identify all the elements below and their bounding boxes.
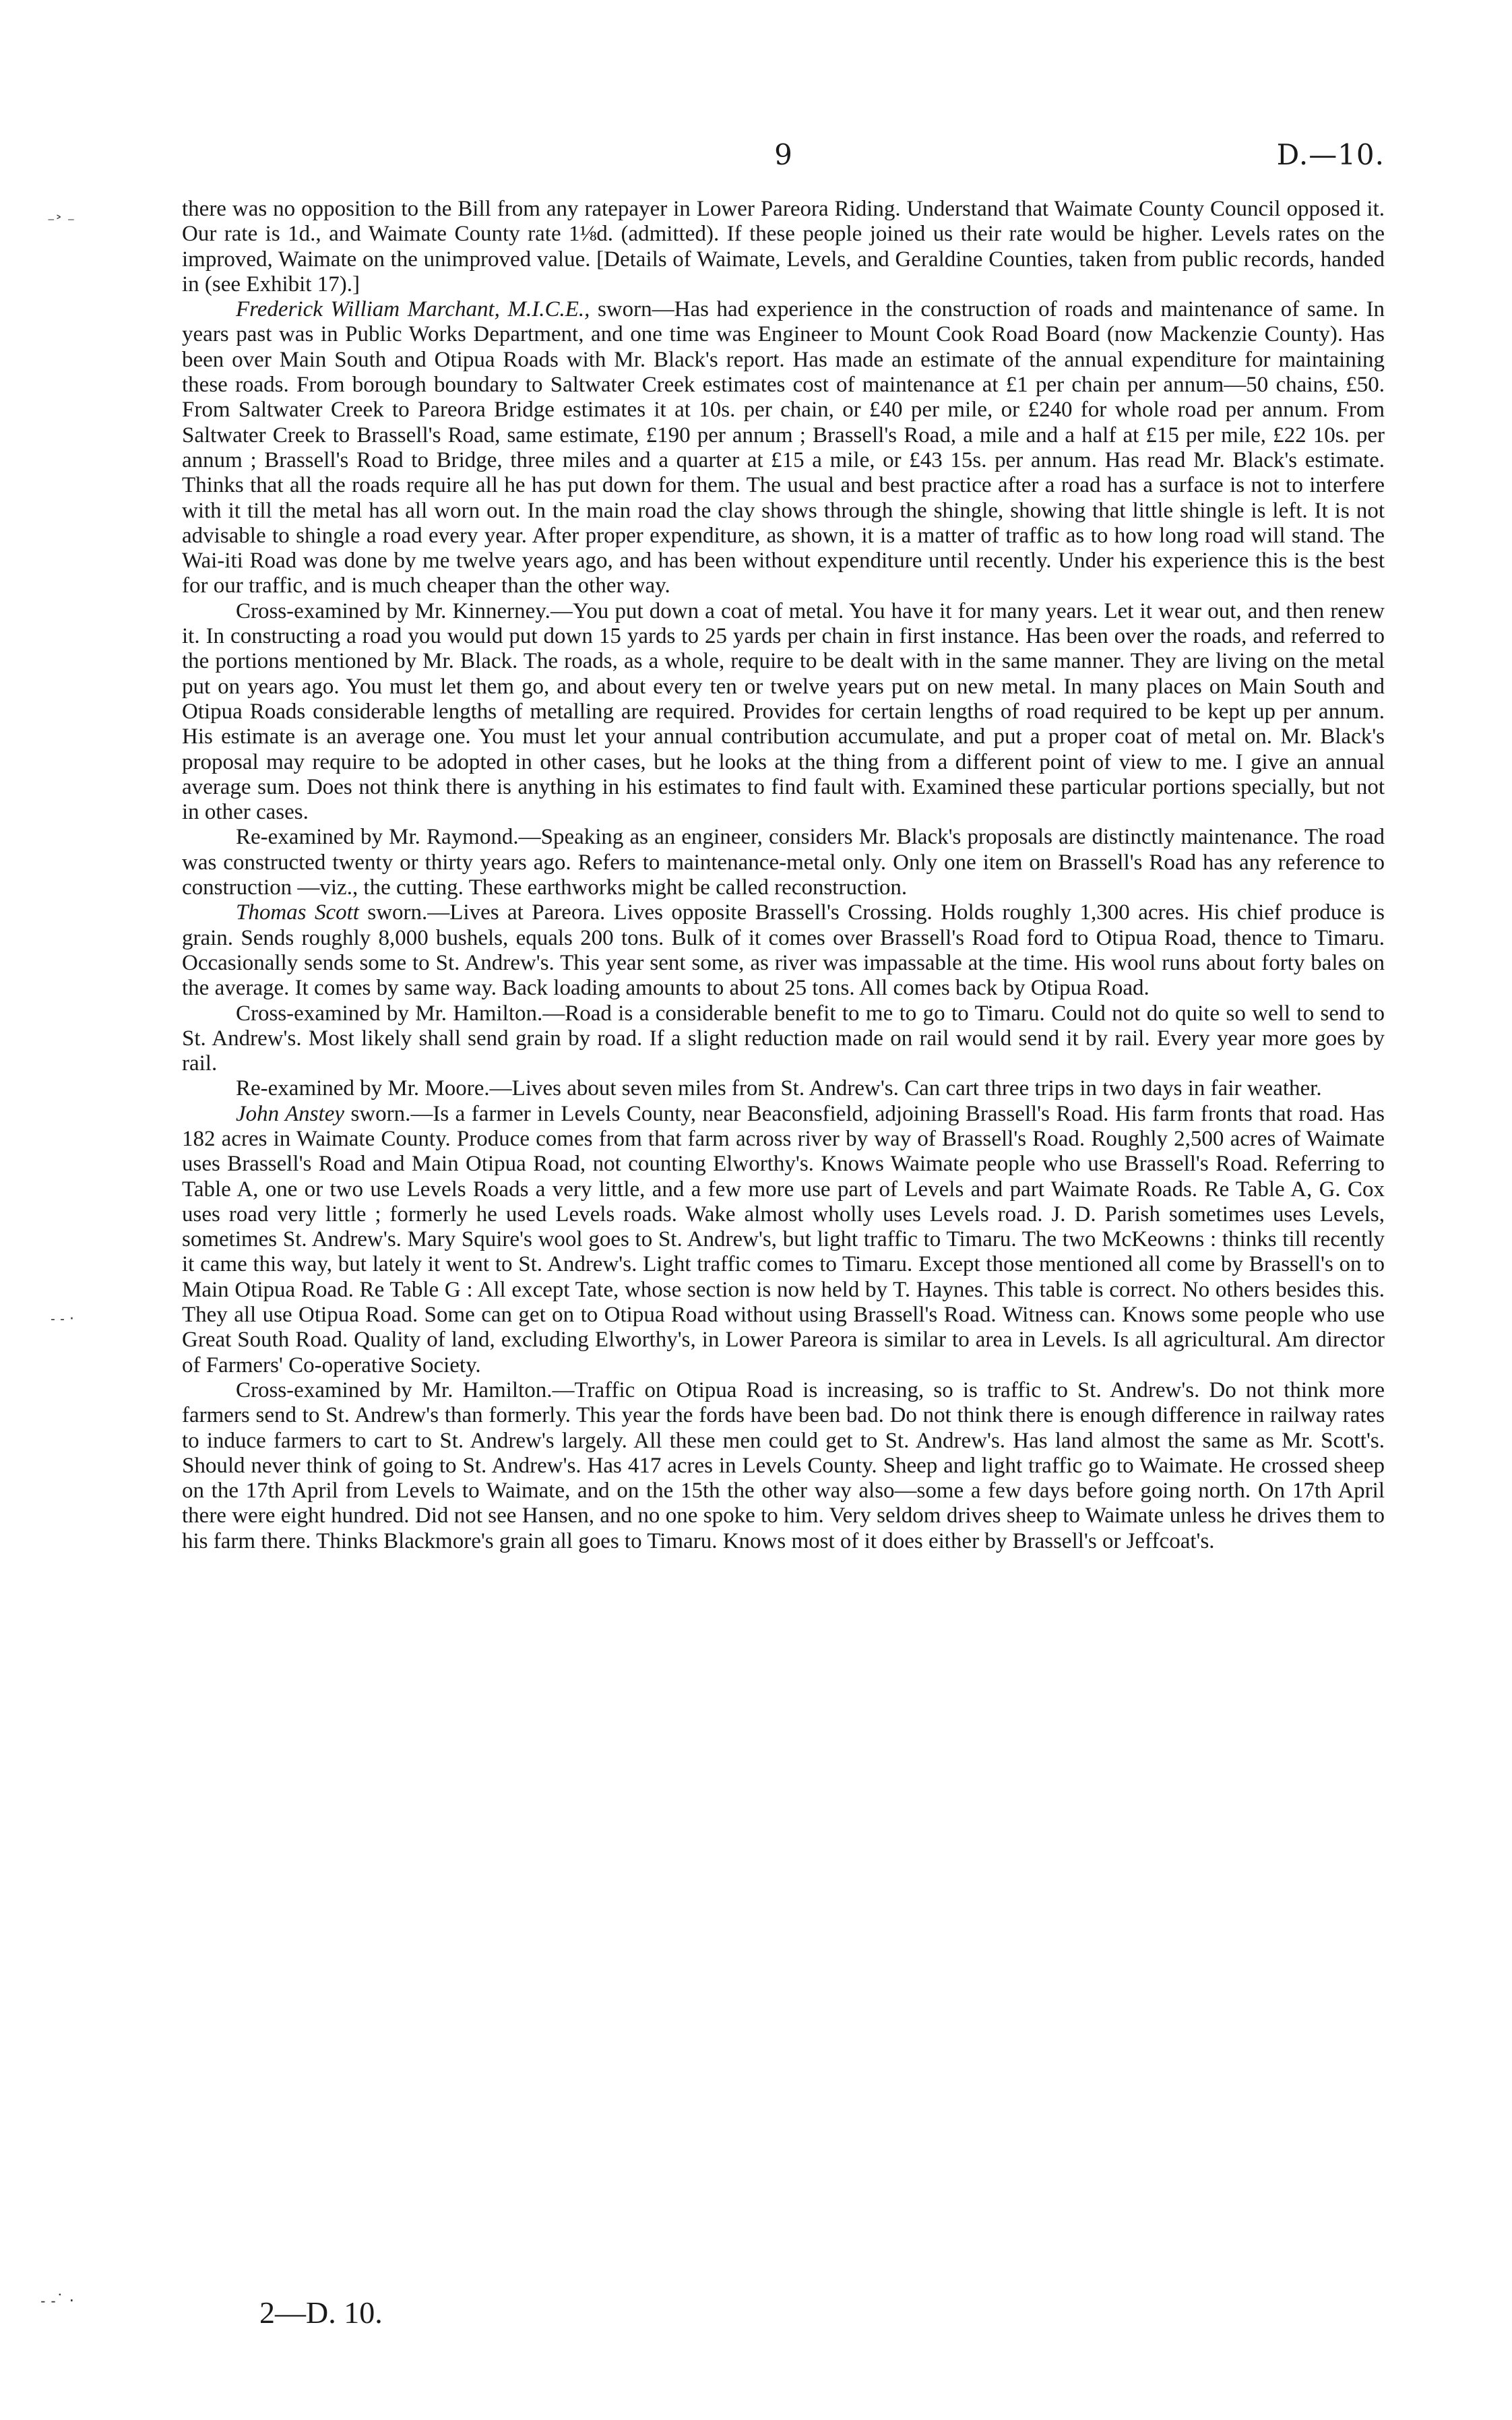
- paragraph: Cross-examined by Mr. Hamilton.—Traffic on Otipua Road is increasing, so is traffic to St. Andrew's. Do not think more farmers send to St. Andrew's than formerly. This year the fords have been bad. Do not think there is enough difference in railway rates to induce farmers to cart to St. Andrew's largely. All these men could get to St. Andrew's. Has land almost the same as Mr. Scott's. Should never think of going to St. Andrew's. Has 417 acres in Levels County. Sheep and light traffic go to Waimate. He crossed sheep on the 17th April from Levels to Waimate, and on the 15th the other way also—some a few days before going north. On 17th April there were eight hundred. Did not see Hansen, and no one spoke to him. Very seldom drives sheep to Waimate unless he drives them to his farm there. Thinks Blackmore's grain all goes to Timaru. Knows most of it does either by Brassell's or Jeffcoat's.: [182, 1377, 1385, 1553]
- page-number: 9: [774, 138, 792, 171]
- margin-mark-bottom: ˗ ˗˙ ·: [40, 2291, 75, 2310]
- witness-name: John Anstey: [236, 1101, 344, 1126]
- paragraph: Re-examined by Mr. Raymond.—Speaking as an engineer, considers Mr. Black's proposals are distinctly maintenance. The road was constructed twenty or thirty years ago. Refers to maintenance-metal only. Only one item on Brassell's Road has any reference to construction —viz., the cutting. These earthworks might be called reconstruction.: [182, 825, 1385, 900]
- margin-mark-middle: ˗ ˗ ·: [51, 1311, 74, 1328]
- paragraph: Cross-examined by Mr. Hamilton.—Road is a considerable benefit to me to go to Timaru. Could not do quite so well to send to St. Andrew's. Most likely shall send grain by road. If a slight reduction made on rail would send it by rail. Every year more goes by rail.: [182, 1001, 1385, 1076]
- margin-mark-top: ⁻˃ ⁻: [47, 214, 75, 231]
- page-header: [182, 138, 1385, 185]
- document-reference: D.—10.: [1276, 138, 1385, 171]
- body-text: [182, 197, 1385, 1554]
- paragraph: Frederick William Marchant, M.I.C.E., sworn—Has had experience in the construction of roads and maintenance of same. In years past was in Public Works Department, and one time was Engineer to Mount Cook Road Board (now Mackenzie County). Has been over Main South and Otipua Roads with Mr. Black's report. Has made an estimate of the annual expenditure for maintaining these roads. From borough boundary to Saltwater Creek estimates cost of maintenance at £1 per chain per annum—50 chains, £50. From Saltwater Creek to Pareora Bridge estimates it at 10s. per chain, or £40 per mile, or £240 for whole road per annum. From Saltwater Creek to Brassell's Road, same estimate, £190 per annum ; Brassell's Road, a mile and a half at £15 per mile, £22 10s. per annum ; Brassell's Road to Bridge, three miles and a quarter at £15 a mile, or £43 15s. per annum. Has read Mr. Black's estimate. Thinks that all the roads require all he has put down for them. The usual and best practice after a road has a surface is not to interfere with it till the metal has all worn out. In the main road the clay shows through the shingle, showing that little shingle is left. It is not advisable to shingle a road every year. After proper expenditure, as shown, it is a matter of traffic as to how long road will stand. The Wai-iti Road was done by me twelve years ago, and has been without expenditure until recently. Under his experience this is the best for our traffic, and is much cheaper than the other way.: [182, 297, 1385, 598]
- paragraph: Thomas Scott sworn.—Lives at Pareora. Lives opposite Brassell's Crossing. Holds roughly 1,300 acres. His chief produce is grain. Sends roughly 8,000 bushels, equals 200 tons. Bulk of it comes over Brassell's Road ford to Otipua Road, thence to Timaru. Occasionally sends some to St. Andrew's. This year sent some, as river was impassable at the time. His wool runs about forty bales on the average. It comes by same way. Back loading amounts to about 25 tons. All comes back by Otipua Road.: [182, 900, 1385, 1001]
- paragraph: Cross-examined by Mr. Kinnerney.—You put down a coat of metal. You have it for many years. Let it wear out, and then renew it. In constructing a road you would put down 15 yards to 25 yards per chain in first instance. Has been over the roads, and referred to the portions mentioned by Mr. Black. The roads, as a whole, require to be dealt with in the same manner. They are living on the metal put on years ago. You must let them go, and about every ten or twelve years put on new metal. In many places on Main South and Otipua Roads considerable lengths of metalling are required. Provides for certain lengths of road required to be kept up per annum. His estimate is an average one. You must let your annual contribution accumulate, and put a proper coat of metal on. Mr. Black's proposal may require to be adopted in other cases, but he looks at the thing from a different point of view to me. I give an annual average sum. Does not think there is anything in his estimates to find fault with. Examined these particular portions specially, but not in other cases.: [182, 598, 1385, 825]
- paragraph: Re-examined by Mr. Moore.—Lives about seven miles from St. Andrew's. Can cart three trips in two days in fair weather.: [236, 1076, 1322, 1101]
- witness-name: Frederick William Marchant, M.I.C.E.,: [236, 297, 590, 322]
- paragraph: there was no opposition to the Bill from any ratepayer in Lower Pareora Riding. Understand that Waimate County Council opposed it. Our rate is 1d., and Waimate County rate 1⅛d. (admitted). If these people joined us their rate would be higher. Levels rates on the improved, Waimate on the unimproved value. [Details of Waimate, Levels, and Geraldine Counties, taken from public records, handed in (see Exhibit 17).]: [182, 197, 1385, 297]
- signature-mark: 2—D. 10.: [259, 2295, 383, 2330]
- paragraph: John Anstey sworn.—Is a farmer in Levels County, near Beaconsfield, adjoining Brassell's Road. His farm fronts that road. Has 182 acres in Waimate County. Produce comes from that farm across river by way of Brassell's Road. Roughly 2,500 acres of Waimate uses Brassell's Road and Main Otipua Road, not counting Elworthy's. Knows Waimate people who use Brassell's Road. Referring to Table A, one or two use Levels Roads a very little, and a few more use part of Levels and part Waimate Roads. Re Table A, G. Cox uses road very little ; formerly he used Levels roads. Wake almost wholly uses Levels road. J. D. Parish sometimes uses Levels, sometimes St. Andrew's. Mary Squire's wool goes to St. Andrew's, but light traffic to Timaru. The two McKeowns : thinks till recently it came this way, but lately it went to St. Andrew's. Light traffic comes to Timaru. Except those mentioned all come by Brassell's on to Main Otipua Road. Re Table G : All except Tate, whose section is now held by T. Haynes. This table is correct. No others besides this. They all use Otipua Road. Some can get on to Otipua Road without using Brassell's Road. Witness can. Knows some people who use Great South Road. Quality of land, excluding Elworthy's, in Lower Pareora is similar to area in Levels. Is all agricultural. Am director of Farmers' Co-operative Society.: [182, 1101, 1385, 1377]
- witness-name: Thomas Scott: [236, 900, 359, 925]
